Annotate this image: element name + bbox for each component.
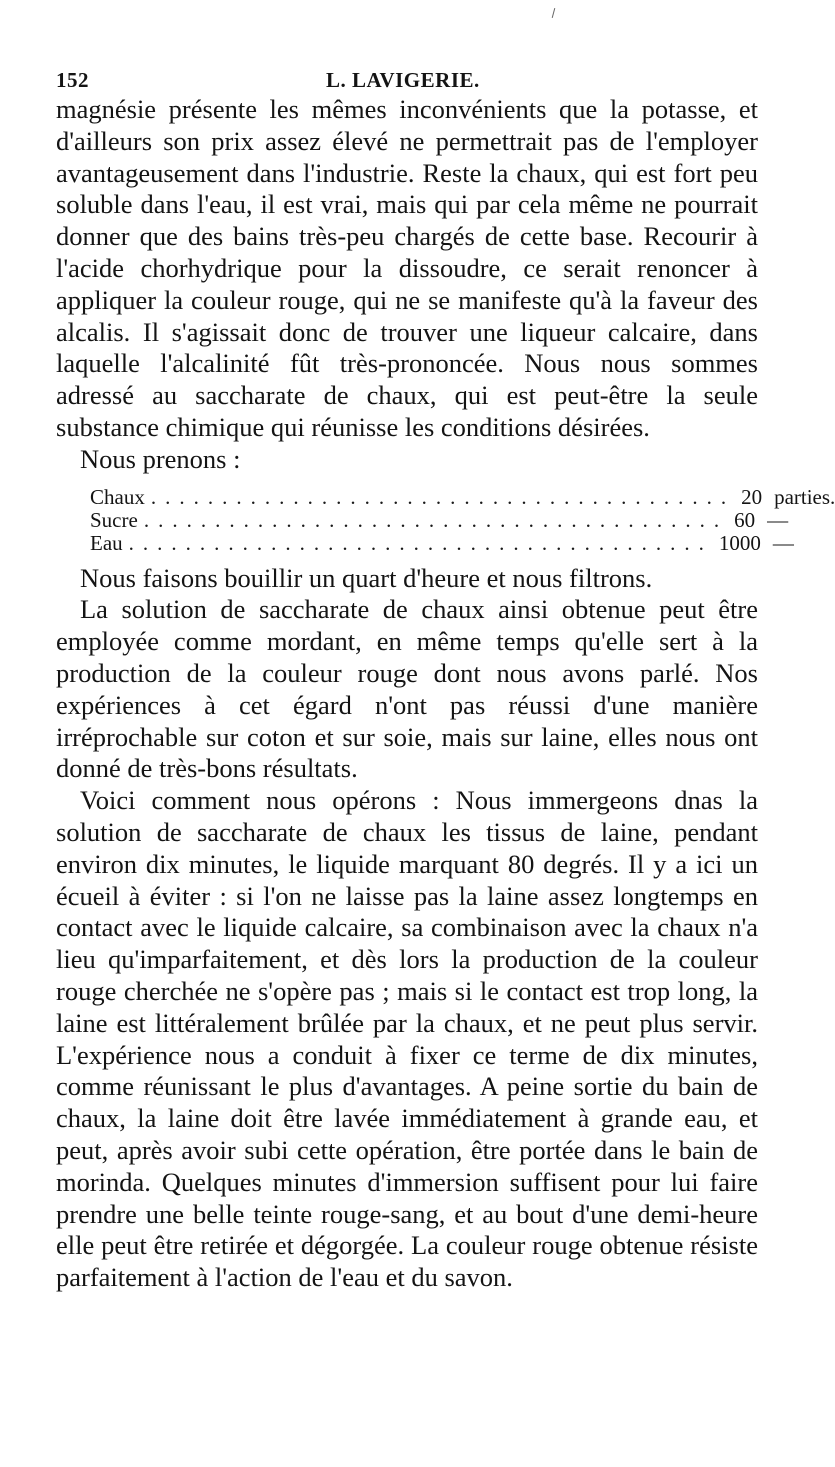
ingredient-name: Sucre [90, 507, 138, 532]
ingredient-quantity: 60 [734, 507, 756, 532]
dot-leader: ......................................... [128, 530, 713, 555]
paragraph-procedure: Voici comment nous opérons : Nous immergeons dnas la solution de saccharate de chaux les tissus de laine, pendant environ dix minutes, le liquide marquant 80 degrés. Il y a ici un écueil à éviter : si l'on ne laisse pas la laine assez longtemps en contact avec le liquide calcaire, sa combinaison avec la chaux n'a lieu qu'imparfaitement, et dès lors la production de la couleur rouge cherchée ne s'opère pas ; mais si le contact est trop long, la laine est littéralement brûlée par la chaux, et ne peut plus servir. L'expérience nous a conduit à fixer ce terme de dix minutes, comme réunissant le plus d'avantages. A peine sortie du bain de chaux, la laine doit être lavée immédiatement à grande eau, et peut, après avoir subi cette opération, être portée dans le bain de morinda. Quelques minutes d'immersion suffisent pour lui faire prendre une belle teinte rouge-sang, et au bout d'une demi-heure elle peut être retirée et dégorgée. La couleur rouge obtenue résiste parfaitement à l'action de l'eau et du savon. [56, 785, 758, 1293]
ingredient-unit: — [767, 507, 789, 532]
ingredient-name: Eau [90, 530, 123, 555]
recipe-row [90, 507, 789, 532]
recipe-row [90, 484, 835, 509]
recipe-list [90, 484, 835, 555]
ingredient-name: Chaux [90, 484, 145, 509]
page-number: 152 [56, 68, 89, 92]
book-page [56, 68, 835, 1294]
recipe-row [90, 530, 794, 555]
dot-leader: ......................................... [150, 484, 736, 509]
paragraph-intro-recipe: Nous prenons : [80, 443, 241, 474]
margin-mark [552, 8, 556, 18]
paragraph-solution: La solution de saccharate de chaux ainsi obtenue peut être employée comme mordant, en même temps qu'elle sert à la production de la couleur rouge dont nous avons parlé. Nos expériences à cet égard n'ont pas réussi d'une manière irréprochable sur coton et sur soie, mais sur laine, elles nous ont donné de très-bons résultats. [56, 594, 758, 784]
paragraph-boil: Nous faisons bouillir un quart d'heure et nous filtrons. [80, 562, 653, 593]
dot-leader: ......................................... [143, 507, 729, 532]
ingredient-unit: parties. [774, 484, 835, 509]
paragraph-continued: magnésie présente les mêmes inconvénients que la potasse, et d'ailleurs son prix assez élevé ne permettrait pas de l'employer avantageusement dans l'industrie. Reste la chaux, qui est fort peu soluble dans l'eau, il est vrai, mais qui par cela même ne pourrait donner que des bains très-peu chargés de cette base. Recourir à l'acide chorhydrique pour la dissoudre, ce serait renoncer à appliquer la couleur rouge, qui ne se manifeste qu'à la faveur des alcalis. Il s'agissait donc de trouver une liqueur calcaire, dans laquelle l'alcalinité fût très-prononcée. Nous nous sommes adressé au saccharate de chaux, qui est peut-être la seule substance chimique qui réunisse les conditions désirées. [56, 94, 758, 442]
page-header [56, 68, 758, 94]
running-head: L. LAVIGERIE. [326, 68, 480, 92]
ingredient-unit: — [772, 530, 794, 555]
ingredient-quantity: 1000 [718, 530, 761, 555]
ingredient-quantity: 20 [741, 484, 763, 509]
